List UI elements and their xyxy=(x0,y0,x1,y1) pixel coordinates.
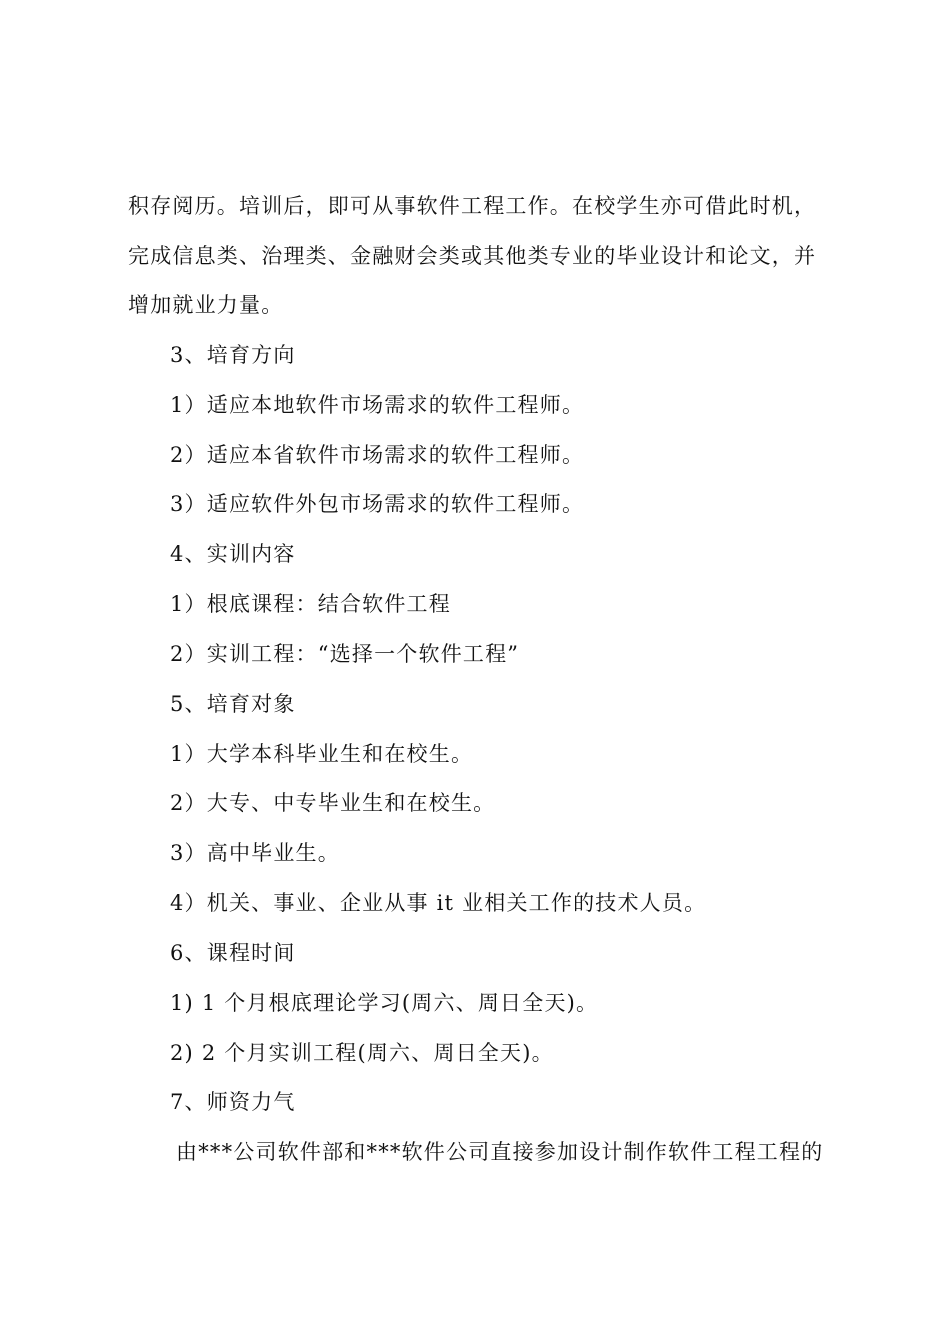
list-item: 1）根底课程：结合软件工程 xyxy=(170,592,451,616)
list-item: 1) 1 个月根底理论学习(周六、周日全天)。 xyxy=(170,991,599,1015)
paragraph-line-3: 增加就业力量。 xyxy=(128,293,284,317)
list-item: 2）实训工程：“选择一个软件工程” xyxy=(170,642,520,666)
section-heading-6: 6、课程时间 xyxy=(170,941,296,965)
section-heading-7: 7、师资力气 xyxy=(170,1090,296,1114)
list-item: 3）高中毕业生。 xyxy=(170,841,340,865)
section-heading-4: 4、实训内容 xyxy=(170,542,296,566)
list-item: 1）大学本科毕业生和在校生。 xyxy=(170,742,474,766)
section-heading-5: 5、培育对象 xyxy=(170,692,296,716)
list-item: 2）大专、中专毕业生和在校生。 xyxy=(170,791,496,815)
list-item: 4）机关、事业、企业从事 it 业相关工作的技术人员。 xyxy=(170,891,707,915)
list-item: 3）适应软件外包市场需求的软件工程师。 xyxy=(170,492,585,516)
paragraph-line-final: 由***公司软件部和***软件公司直接参加设计制作软件工程工程的 xyxy=(176,1140,824,1164)
section-heading-3: 3、培育方向 xyxy=(170,343,296,367)
list-item: 1）适应本地软件市场需求的软件工程师。 xyxy=(170,393,585,417)
list-item: 2）适应本省软件市场需求的软件工程师。 xyxy=(170,443,585,467)
paragraph-line-1: 积存阅历。培训后，即可从事软件工程工作。在校学生亦可借此时机， xyxy=(128,194,817,218)
list-item: 2) 2 个月实训工程(周六、周日全天)。 xyxy=(170,1041,554,1065)
paragraph-line-2: 完成信息类、治理类、金融财会类或其他类专业的毕业设计和论文，并 xyxy=(128,244,817,268)
